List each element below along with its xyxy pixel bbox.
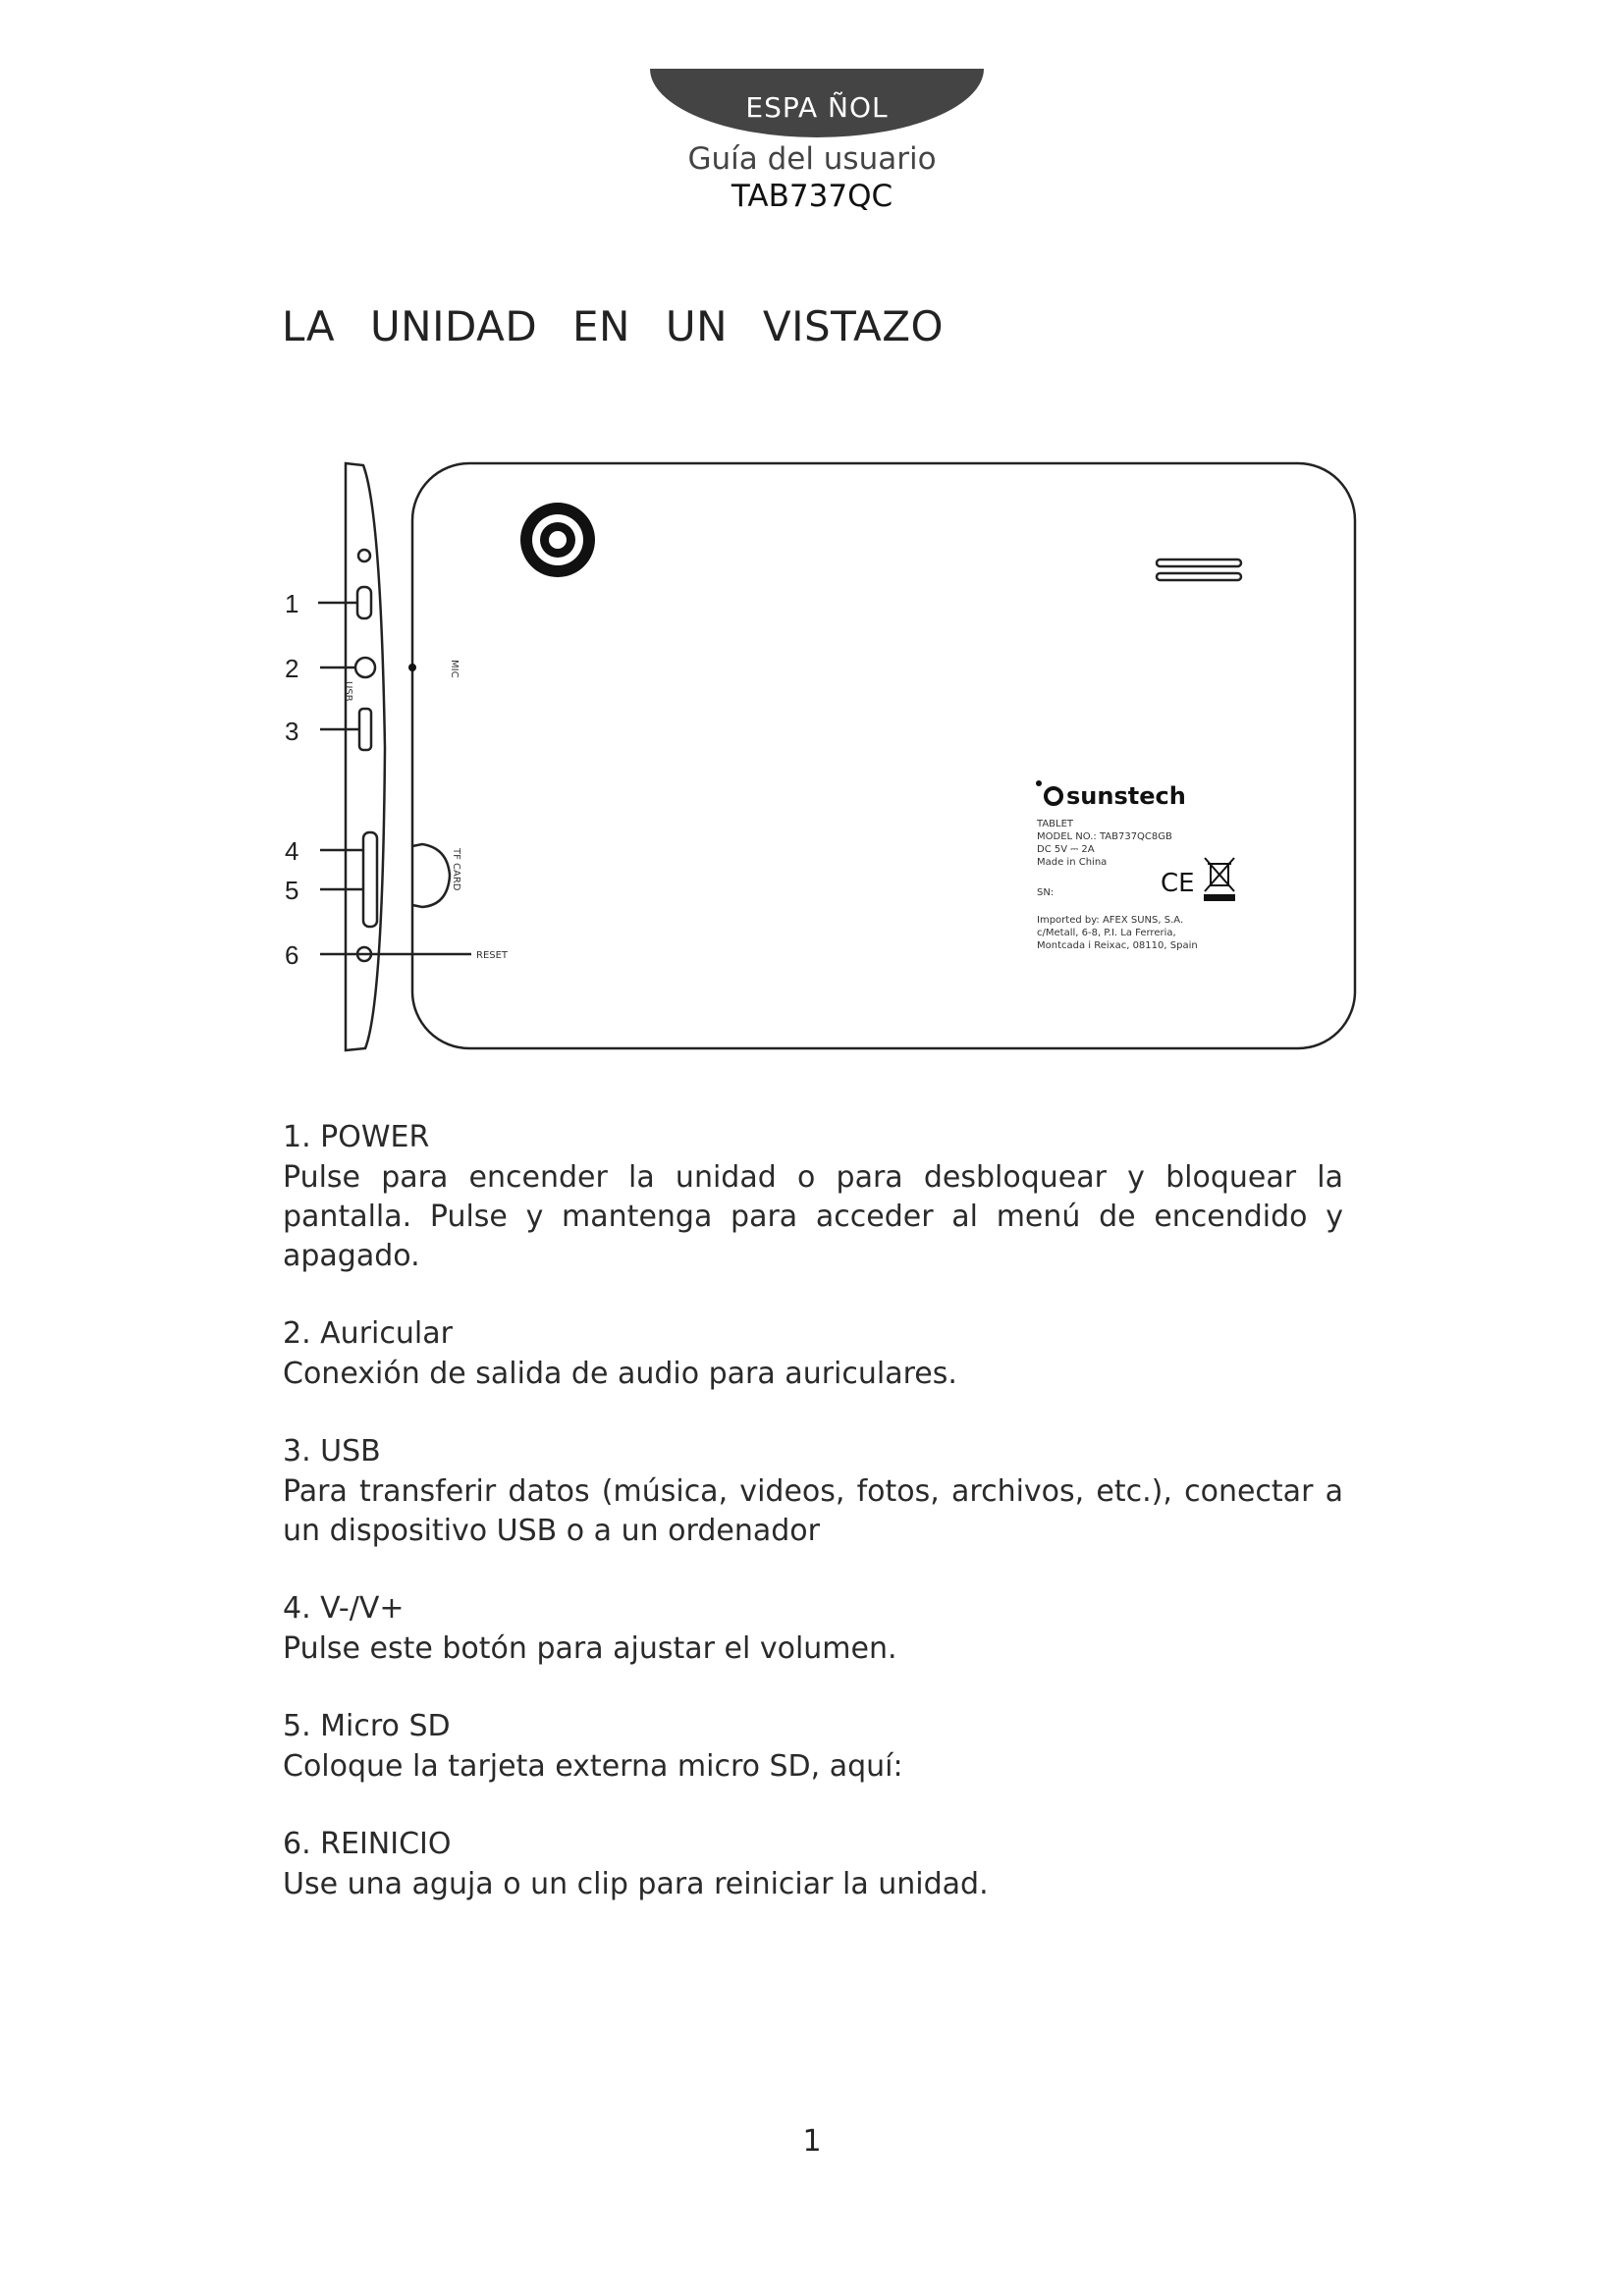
feature-title: 1. POWER <box>283 1120 430 1154</box>
callout-5: 5 <box>285 876 299 905</box>
feature-title: 5. Micro SD <box>283 1709 451 1743</box>
callout-2: 2 <box>285 654 299 683</box>
feature-earphone <box>283 1313 1343 1394</box>
microsd-slot <box>412 844 450 907</box>
svg-text:SN:: SN: <box>1037 887 1055 898</box>
mic-label: MIC <box>449 660 460 678</box>
feature-title: 2. Auricular <box>283 1316 453 1351</box>
weee-bin-icon <box>1205 858 1234 900</box>
label-plate <box>1036 780 1234 951</box>
feature-title: 6. REINICIO <box>283 1827 452 1861</box>
callout-6: 6 <box>285 940 299 970</box>
svg-text:Made in China: Made in China <box>1037 857 1108 868</box>
svg-text:DC 5V ⎓ 2A: DC 5V ⎓ 2A <box>1037 844 1095 855</box>
callout-3: 3 <box>285 717 299 746</box>
usb-port <box>359 709 371 750</box>
ce-mark: CE <box>1161 869 1195 898</box>
brand-logo: sunstech <box>1066 782 1186 810</box>
rear-camera <box>520 503 595 577</box>
power-button <box>357 587 371 618</box>
feature-microsd <box>283 1706 1343 1787</box>
section-title: LA UNIDAD EN UN VISTAZO <box>282 302 945 350</box>
feature-description: Use una aguja o un clip para reiniciar la unidad. <box>283 1867 989 1901</box>
callout-4: 4 <box>285 836 299 866</box>
tablet-diagram <box>275 454 1367 1060</box>
feature-volume <box>283 1588 1343 1669</box>
svg-text:MODEL NO.: TAB737QC8GB: MODEL NO.: TAB737QC8GB <box>1037 831 1172 842</box>
svg-text:TABLET: TABLET <box>1037 819 1074 829</box>
svg-text:Imported by: AFEX SUNS, S.A.: Imported by: AFEX SUNS, S.A. <box>1037 915 1184 926</box>
feature-list <box>283 1117 1343 1942</box>
model-number: TAB737QC <box>731 179 893 214</box>
feature-reset <box>283 1824 1343 1904</box>
svg-text:Montcada i Reixac, 08110, Spai: Montcada i Reixac, 08110, Spain <box>1037 940 1198 951</box>
language-tab: ESPA ÑOL <box>650 69 984 137</box>
callout-1: 1 <box>285 589 299 618</box>
usb-label: USB <box>343 681 353 702</box>
feature-title: 4. V-/V+ <box>283 1591 405 1626</box>
tf-card-label: TF CARD <box>451 848 461 891</box>
reset-label: RESET <box>476 950 509 961</box>
feature-description: Pulse este botón para ajustar el volumen. <box>283 1631 897 1666</box>
tablet-side-profile <box>346 463 385 1050</box>
feature-usb <box>283 1431 1343 1551</box>
guide-title: Guía del usuario <box>687 141 937 177</box>
feature-title: 3. USB <box>283 1434 381 1468</box>
feature-description: Pulse para encender la unidad o para desbloquear y bloquear la pantalla. Pulse y mantenga para acceder al menú de encendido y apagado. <box>283 1160 1343 1273</box>
feature-description: Para transferir datos (música, videos, fotos, archivos, etc.), conectar a un dispositivo USB o a un ordenador <box>283 1474 1343 1548</box>
earphone-jack <box>355 658 375 677</box>
feature-description: Conexión de salida de audio para auriculares. <box>283 1357 957 1391</box>
speaker-grill <box>1157 560 1241 566</box>
page-number: 1 <box>802 2124 822 2159</box>
feature-power <box>283 1117 1343 1276</box>
feature-description: Coloque la tarjeta externa micro SD, aquí: <box>283 1749 903 1784</box>
volume-button <box>363 832 377 927</box>
svg-text:c/Metall, 6-8, P.I. La Ferreri: c/Metall, 6-8, P.I. La Ferreria, <box>1037 928 1176 938</box>
